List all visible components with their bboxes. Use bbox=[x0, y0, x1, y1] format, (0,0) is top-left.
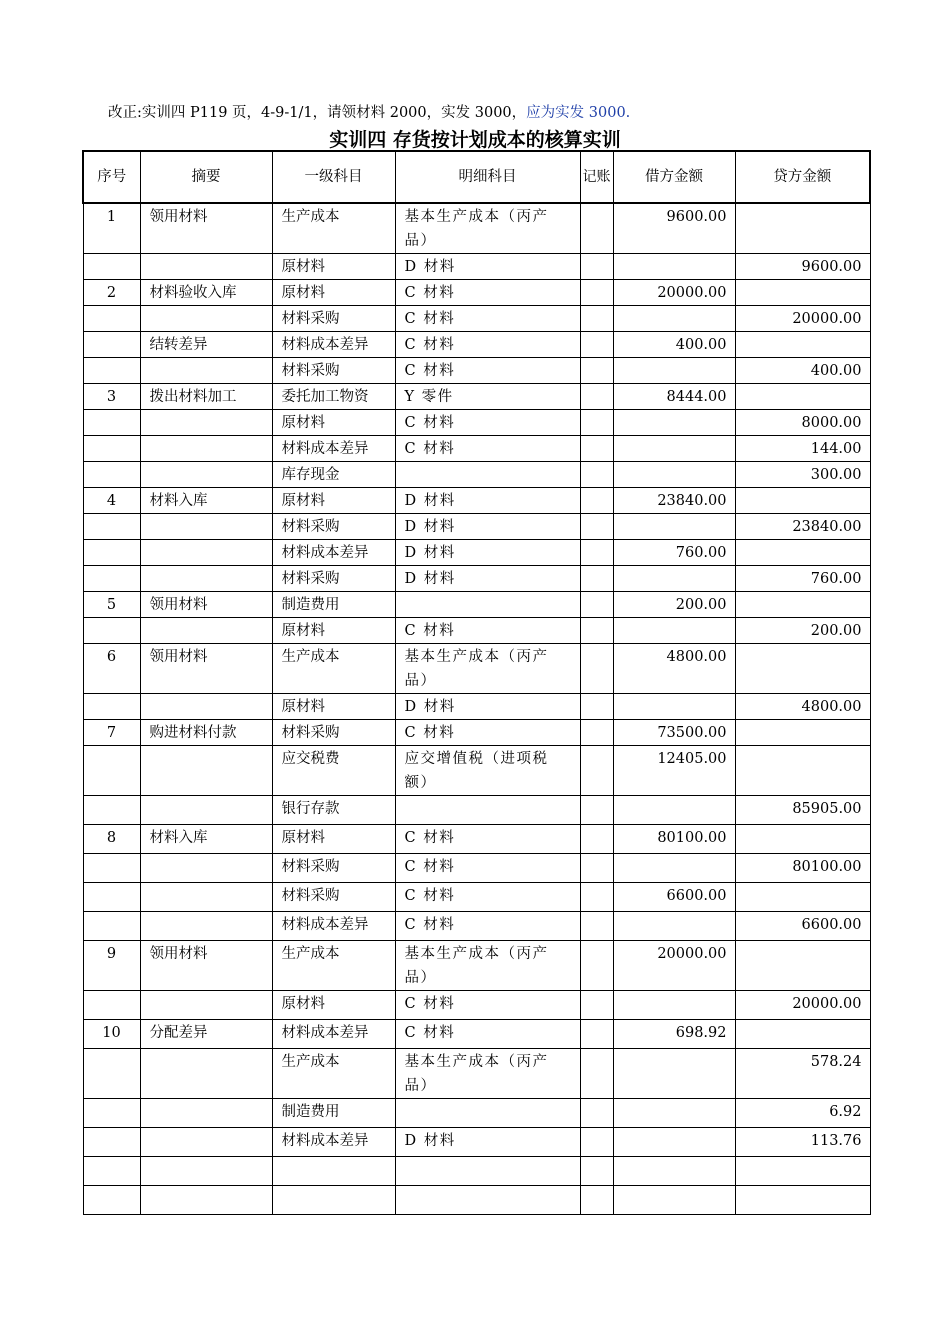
cell-debit bbox=[613, 1128, 735, 1157]
cell-posted bbox=[580, 332, 613, 358]
cell-debit: 9600.00 bbox=[613, 203, 735, 254]
cell-posted bbox=[580, 410, 613, 436]
cell-summary: 材料验收入库 bbox=[140, 280, 272, 306]
cell-seq bbox=[83, 1186, 140, 1215]
cell-summary: 领用材料 bbox=[140, 592, 272, 618]
cell-detail: C 材料 bbox=[395, 436, 580, 462]
cell-summary bbox=[140, 746, 272, 796]
cell-detail bbox=[395, 462, 580, 488]
table-row bbox=[83, 514, 870, 540]
cell-seq bbox=[83, 306, 140, 332]
cell-summary: 购进材料付款 bbox=[140, 720, 272, 746]
cell-posted bbox=[580, 1020, 613, 1049]
cell-detail: D 材料 bbox=[395, 1128, 580, 1157]
cell-account: 材料采购 bbox=[272, 358, 395, 384]
table-row bbox=[83, 1049, 870, 1099]
cell-credit: 85905.00 bbox=[735, 796, 870, 825]
cell-detail: D 材料 bbox=[395, 514, 580, 540]
cell-account: 材料成本差异 bbox=[272, 540, 395, 566]
cell-posted bbox=[580, 514, 613, 540]
cell-posted bbox=[580, 488, 613, 514]
cell-detail bbox=[395, 1186, 580, 1215]
cell-debit bbox=[613, 410, 735, 436]
cell-account: 原材料 bbox=[272, 825, 395, 854]
cell-seq bbox=[83, 796, 140, 825]
cell-summary bbox=[140, 1099, 272, 1128]
cell-detail: C 材料 bbox=[395, 912, 580, 941]
cell-summary bbox=[140, 618, 272, 644]
table-row bbox=[83, 410, 870, 436]
cell-credit: 113.76 bbox=[735, 1128, 870, 1157]
cell-summary bbox=[140, 540, 272, 566]
cell-account: 原材料 bbox=[272, 254, 395, 280]
cell-detail: Y 零件 bbox=[395, 384, 580, 410]
cell-summary bbox=[140, 514, 272, 540]
cell-seq: 9 bbox=[83, 941, 140, 991]
cell-account: 原材料 bbox=[272, 280, 395, 306]
cell-summary bbox=[140, 1186, 272, 1215]
cell-account: 原材料 bbox=[272, 991, 395, 1020]
cell-seq bbox=[83, 514, 140, 540]
cell-posted bbox=[580, 825, 613, 854]
cell-debit bbox=[613, 1157, 735, 1186]
cell-detail bbox=[395, 592, 580, 618]
cell-account bbox=[272, 1157, 395, 1186]
table-row bbox=[83, 254, 870, 280]
cell-summary bbox=[140, 436, 272, 462]
cell-credit: 144.00 bbox=[735, 436, 870, 462]
cell-posted bbox=[580, 462, 613, 488]
table-row bbox=[83, 203, 870, 254]
cell-debit: 698.92 bbox=[613, 1020, 735, 1049]
cell-seq bbox=[83, 254, 140, 280]
cell-detail: C 材料 bbox=[395, 1020, 580, 1049]
cell-detail: 基本生产成本（丙产品） bbox=[395, 941, 580, 991]
cell-debit: 20000.00 bbox=[613, 941, 735, 991]
cell-account: 生产成本 bbox=[272, 941, 395, 991]
cell-posted bbox=[580, 540, 613, 566]
cell-account: 库存现金 bbox=[272, 462, 395, 488]
header-detail: 明细科目 bbox=[395, 151, 580, 203]
cell-credit bbox=[735, 825, 870, 854]
cell-summary bbox=[140, 1157, 272, 1186]
table-row bbox=[83, 592, 870, 618]
header-posted: 记账 bbox=[580, 151, 613, 203]
cell-credit bbox=[735, 941, 870, 991]
table-row bbox=[83, 694, 870, 720]
cell-seq: 4 bbox=[83, 488, 140, 514]
cell-summary bbox=[140, 566, 272, 592]
cell-posted bbox=[580, 566, 613, 592]
cell-posted bbox=[580, 436, 613, 462]
cell-posted bbox=[580, 1157, 613, 1186]
cell-account: 应交税费 bbox=[272, 746, 395, 796]
correction-highlight: 应为实发 3000. bbox=[526, 105, 631, 121]
cell-detail: 基本生产成本（丙产品） bbox=[395, 1049, 580, 1099]
cell-credit bbox=[735, 1186, 870, 1215]
cell-detail: D 材料 bbox=[395, 694, 580, 720]
cell-credit bbox=[735, 592, 870, 618]
cell-credit: 23840.00 bbox=[735, 514, 870, 540]
cell-debit: 400.00 bbox=[613, 332, 735, 358]
cell-credit: 760.00 bbox=[735, 566, 870, 592]
cell-credit bbox=[735, 203, 870, 254]
table-row bbox=[83, 332, 870, 358]
cell-account: 材料采购 bbox=[272, 720, 395, 746]
cell-seq bbox=[83, 883, 140, 912]
table-row bbox=[83, 991, 870, 1020]
cell-debit: 6600.00 bbox=[613, 883, 735, 912]
cell-seq: 3 bbox=[83, 384, 140, 410]
cell-posted bbox=[580, 644, 613, 694]
cell-debit bbox=[613, 991, 735, 1020]
cell-credit: 6600.00 bbox=[735, 912, 870, 941]
cell-posted bbox=[580, 991, 613, 1020]
cell-detail: C 材料 bbox=[395, 332, 580, 358]
cell-seq: 1 bbox=[83, 203, 140, 254]
cell-detail: D 材料 bbox=[395, 540, 580, 566]
cell-debit bbox=[613, 566, 735, 592]
cell-debit bbox=[613, 1049, 735, 1099]
cell-seq bbox=[83, 1049, 140, 1099]
cell-credit bbox=[735, 384, 870, 410]
cell-account: 原材料 bbox=[272, 618, 395, 644]
cell-summary bbox=[140, 1049, 272, 1099]
cell-credit: 80100.00 bbox=[735, 854, 870, 883]
cell-credit bbox=[735, 488, 870, 514]
cell-detail: D 材料 bbox=[395, 566, 580, 592]
journal-table bbox=[82, 150, 871, 1215]
cell-posted bbox=[580, 720, 613, 746]
cell-detail: C 材料 bbox=[395, 854, 580, 883]
cell-summary: 材料入库 bbox=[140, 825, 272, 854]
table-row bbox=[83, 746, 870, 796]
cell-seq: 5 bbox=[83, 592, 140, 618]
cell-account: 材料成本差异 bbox=[272, 912, 395, 941]
cell-credit: 9600.00 bbox=[735, 254, 870, 280]
cell-seq bbox=[83, 1157, 140, 1186]
cell-posted bbox=[580, 1099, 613, 1128]
header-credit: 贷方金额 bbox=[735, 151, 870, 203]
cell-debit: 73500.00 bbox=[613, 720, 735, 746]
cell-summary bbox=[140, 1128, 272, 1157]
cell-credit bbox=[735, 644, 870, 694]
cell-seq bbox=[83, 618, 140, 644]
cell-summary: 领用材料 bbox=[140, 203, 272, 254]
cell-detail: D 材料 bbox=[395, 488, 580, 514]
cell-debit bbox=[613, 796, 735, 825]
cell-debit: 20000.00 bbox=[613, 280, 735, 306]
cell-posted bbox=[580, 618, 613, 644]
cell-account: 材料采购 bbox=[272, 883, 395, 912]
cell-seq bbox=[83, 912, 140, 941]
table-row bbox=[83, 566, 870, 592]
cell-debit bbox=[613, 254, 735, 280]
table-row bbox=[83, 436, 870, 462]
cell-seq: 8 bbox=[83, 825, 140, 854]
cell-account: 制造费用 bbox=[272, 1099, 395, 1128]
cell-detail bbox=[395, 1157, 580, 1186]
cell-detail: C 材料 bbox=[395, 991, 580, 1020]
cell-seq bbox=[83, 991, 140, 1020]
cell-account: 材料成本差异 bbox=[272, 1020, 395, 1049]
cell-posted bbox=[580, 1186, 613, 1215]
cell-summary: 结转差异 bbox=[140, 332, 272, 358]
cell-credit bbox=[735, 1020, 870, 1049]
cell-debit bbox=[613, 912, 735, 941]
cell-posted bbox=[580, 592, 613, 618]
cell-credit: 300.00 bbox=[735, 462, 870, 488]
cell-credit bbox=[735, 332, 870, 358]
cell-summary bbox=[140, 991, 272, 1020]
cell-account: 银行存款 bbox=[272, 796, 395, 825]
cell-credit: 4800.00 bbox=[735, 694, 870, 720]
cell-debit bbox=[613, 514, 735, 540]
cell-posted bbox=[580, 694, 613, 720]
cell-detail bbox=[395, 1099, 580, 1128]
table-row bbox=[83, 1099, 870, 1128]
cell-posted bbox=[580, 203, 613, 254]
cell-posted bbox=[580, 941, 613, 991]
table-row bbox=[83, 796, 870, 825]
cell-seq bbox=[83, 462, 140, 488]
cell-summary bbox=[140, 254, 272, 280]
cell-seq bbox=[83, 436, 140, 462]
table-row bbox=[83, 854, 870, 883]
cell-debit bbox=[613, 462, 735, 488]
cell-debit bbox=[613, 1099, 735, 1128]
cell-debit bbox=[613, 306, 735, 332]
cell-seq bbox=[83, 1099, 140, 1128]
cell-account: 生产成本 bbox=[272, 1049, 395, 1099]
cell-seq: 7 bbox=[83, 720, 140, 746]
cell-credit bbox=[735, 746, 870, 796]
cell-summary bbox=[140, 854, 272, 883]
table-row bbox=[83, 618, 870, 644]
table-row bbox=[83, 1157, 870, 1186]
table-row bbox=[83, 912, 870, 941]
table-row bbox=[83, 306, 870, 332]
cell-detail bbox=[395, 796, 580, 825]
cell-posted bbox=[580, 358, 613, 384]
cell-credit: 578.24 bbox=[735, 1049, 870, 1099]
cell-account: 材料成本差异 bbox=[272, 1128, 395, 1157]
header-seq: 序号 bbox=[83, 151, 140, 203]
cell-detail: C 材料 bbox=[395, 410, 580, 436]
cell-account: 材料采购 bbox=[272, 566, 395, 592]
cell-detail: C 材料 bbox=[395, 825, 580, 854]
table-row bbox=[83, 488, 870, 514]
cell-detail: C 材料 bbox=[395, 720, 580, 746]
table-row bbox=[83, 1128, 870, 1157]
cell-posted bbox=[580, 883, 613, 912]
cell-seq: 10 bbox=[83, 1020, 140, 1049]
cell-posted bbox=[580, 746, 613, 796]
cell-credit: 400.00 bbox=[735, 358, 870, 384]
journal-body bbox=[83, 203, 870, 1215]
correction-note bbox=[108, 101, 630, 122]
cell-debit: 80100.00 bbox=[613, 825, 735, 854]
cell-credit bbox=[735, 280, 870, 306]
cell-detail: C 材料 bbox=[395, 358, 580, 384]
cell-credit: 6.92 bbox=[735, 1099, 870, 1128]
cell-summary bbox=[140, 410, 272, 436]
table-row bbox=[83, 941, 870, 991]
cell-posted bbox=[580, 384, 613, 410]
cell-summary bbox=[140, 462, 272, 488]
cell-summary: 分配差异 bbox=[140, 1020, 272, 1049]
cell-posted bbox=[580, 854, 613, 883]
cell-posted bbox=[580, 796, 613, 825]
table-row bbox=[83, 1020, 870, 1049]
cell-account: 原材料 bbox=[272, 694, 395, 720]
cell-account: 材料采购 bbox=[272, 306, 395, 332]
cell-summary: 领用材料 bbox=[140, 941, 272, 991]
cell-seq bbox=[83, 1128, 140, 1157]
cell-debit: 8444.00 bbox=[613, 384, 735, 410]
header-summary: 摘要 bbox=[140, 151, 272, 203]
cell-posted bbox=[580, 1128, 613, 1157]
cell-account: 材料采购 bbox=[272, 854, 395, 883]
cell-seq bbox=[83, 694, 140, 720]
cell-credit: 20000.00 bbox=[735, 991, 870, 1020]
cell-account: 生产成本 bbox=[272, 644, 395, 694]
cell-account: 生产成本 bbox=[272, 203, 395, 254]
cell-seq bbox=[83, 332, 140, 358]
cell-credit bbox=[735, 1157, 870, 1186]
cell-account: 制造费用 bbox=[272, 592, 395, 618]
cell-summary bbox=[140, 306, 272, 332]
table-row bbox=[83, 825, 870, 854]
cell-seq bbox=[83, 410, 140, 436]
table-header-row bbox=[83, 151, 870, 203]
table-row bbox=[83, 280, 870, 306]
cell-detail: C 材料 bbox=[395, 618, 580, 644]
cell-posted bbox=[580, 912, 613, 941]
cell-debit bbox=[613, 1186, 735, 1215]
cell-credit bbox=[735, 720, 870, 746]
cell-summary bbox=[140, 912, 272, 941]
cell-debit: 200.00 bbox=[613, 592, 735, 618]
cell-seq: 2 bbox=[83, 280, 140, 306]
page-title: 实训四 存货按计划成本的核算实训 bbox=[329, 129, 621, 151]
header-debit: 借方金额 bbox=[613, 151, 735, 203]
cell-credit: 20000.00 bbox=[735, 306, 870, 332]
cell-detail: 应交增值税（进项税额） bbox=[395, 746, 580, 796]
cell-debit: 760.00 bbox=[613, 540, 735, 566]
table-row bbox=[83, 384, 870, 410]
table-row bbox=[83, 358, 870, 384]
cell-debit bbox=[613, 358, 735, 384]
cell-seq bbox=[83, 746, 140, 796]
cell-account: 材料成本差异 bbox=[272, 436, 395, 462]
cell-posted bbox=[580, 254, 613, 280]
cell-account: 原材料 bbox=[272, 410, 395, 436]
cell-account: 原材料 bbox=[272, 488, 395, 514]
cell-credit bbox=[735, 540, 870, 566]
cell-posted bbox=[580, 306, 613, 332]
cell-posted bbox=[580, 1049, 613, 1099]
cell-posted bbox=[580, 280, 613, 306]
cell-summary: 材料入库 bbox=[140, 488, 272, 514]
cell-credit bbox=[735, 883, 870, 912]
cell-detail: 基本生产成本（丙产品） bbox=[395, 203, 580, 254]
cell-credit: 200.00 bbox=[735, 618, 870, 644]
cell-summary bbox=[140, 883, 272, 912]
cell-debit bbox=[613, 694, 735, 720]
cell-debit: 12405.00 bbox=[613, 746, 735, 796]
cell-summary bbox=[140, 358, 272, 384]
table-row bbox=[83, 540, 870, 566]
table-row bbox=[83, 462, 870, 488]
cell-account: 委托加工物资 bbox=[272, 384, 395, 410]
cell-seq bbox=[83, 566, 140, 592]
cell-summary bbox=[140, 694, 272, 720]
cell-debit bbox=[613, 618, 735, 644]
cell-summary: 领用材料 bbox=[140, 644, 272, 694]
cell-summary: 拨出材料加工 bbox=[140, 384, 272, 410]
cell-detail: D 材料 bbox=[395, 254, 580, 280]
cell-debit bbox=[613, 436, 735, 462]
cell-seq bbox=[83, 854, 140, 883]
cell-account: 材料采购 bbox=[272, 514, 395, 540]
cell-account: 材料成本差异 bbox=[272, 332, 395, 358]
cell-seq bbox=[83, 358, 140, 384]
correction-note-text: 改正:实训四 P119 页，4-9-1/1，请领材料 2000，实发 3000， bbox=[108, 105, 527, 121]
cell-debit: 23840.00 bbox=[613, 488, 735, 514]
cell-account bbox=[272, 1186, 395, 1215]
cell-debit bbox=[613, 854, 735, 883]
cell-summary bbox=[140, 796, 272, 825]
header-account: 一级科目 bbox=[272, 151, 395, 203]
cell-credit: 8000.00 bbox=[735, 410, 870, 436]
table-row bbox=[83, 1186, 870, 1215]
cell-detail: C 材料 bbox=[395, 306, 580, 332]
cell-seq bbox=[83, 540, 140, 566]
table-row bbox=[83, 644, 870, 694]
cell-debit: 4800.00 bbox=[613, 644, 735, 694]
cell-detail: 基本生产成本（丙产品） bbox=[395, 644, 580, 694]
cell-detail: C 材料 bbox=[395, 883, 580, 912]
cell-detail: C 材料 bbox=[395, 280, 580, 306]
table-row bbox=[83, 883, 870, 912]
table-row bbox=[83, 720, 870, 746]
cell-seq: 6 bbox=[83, 644, 140, 694]
